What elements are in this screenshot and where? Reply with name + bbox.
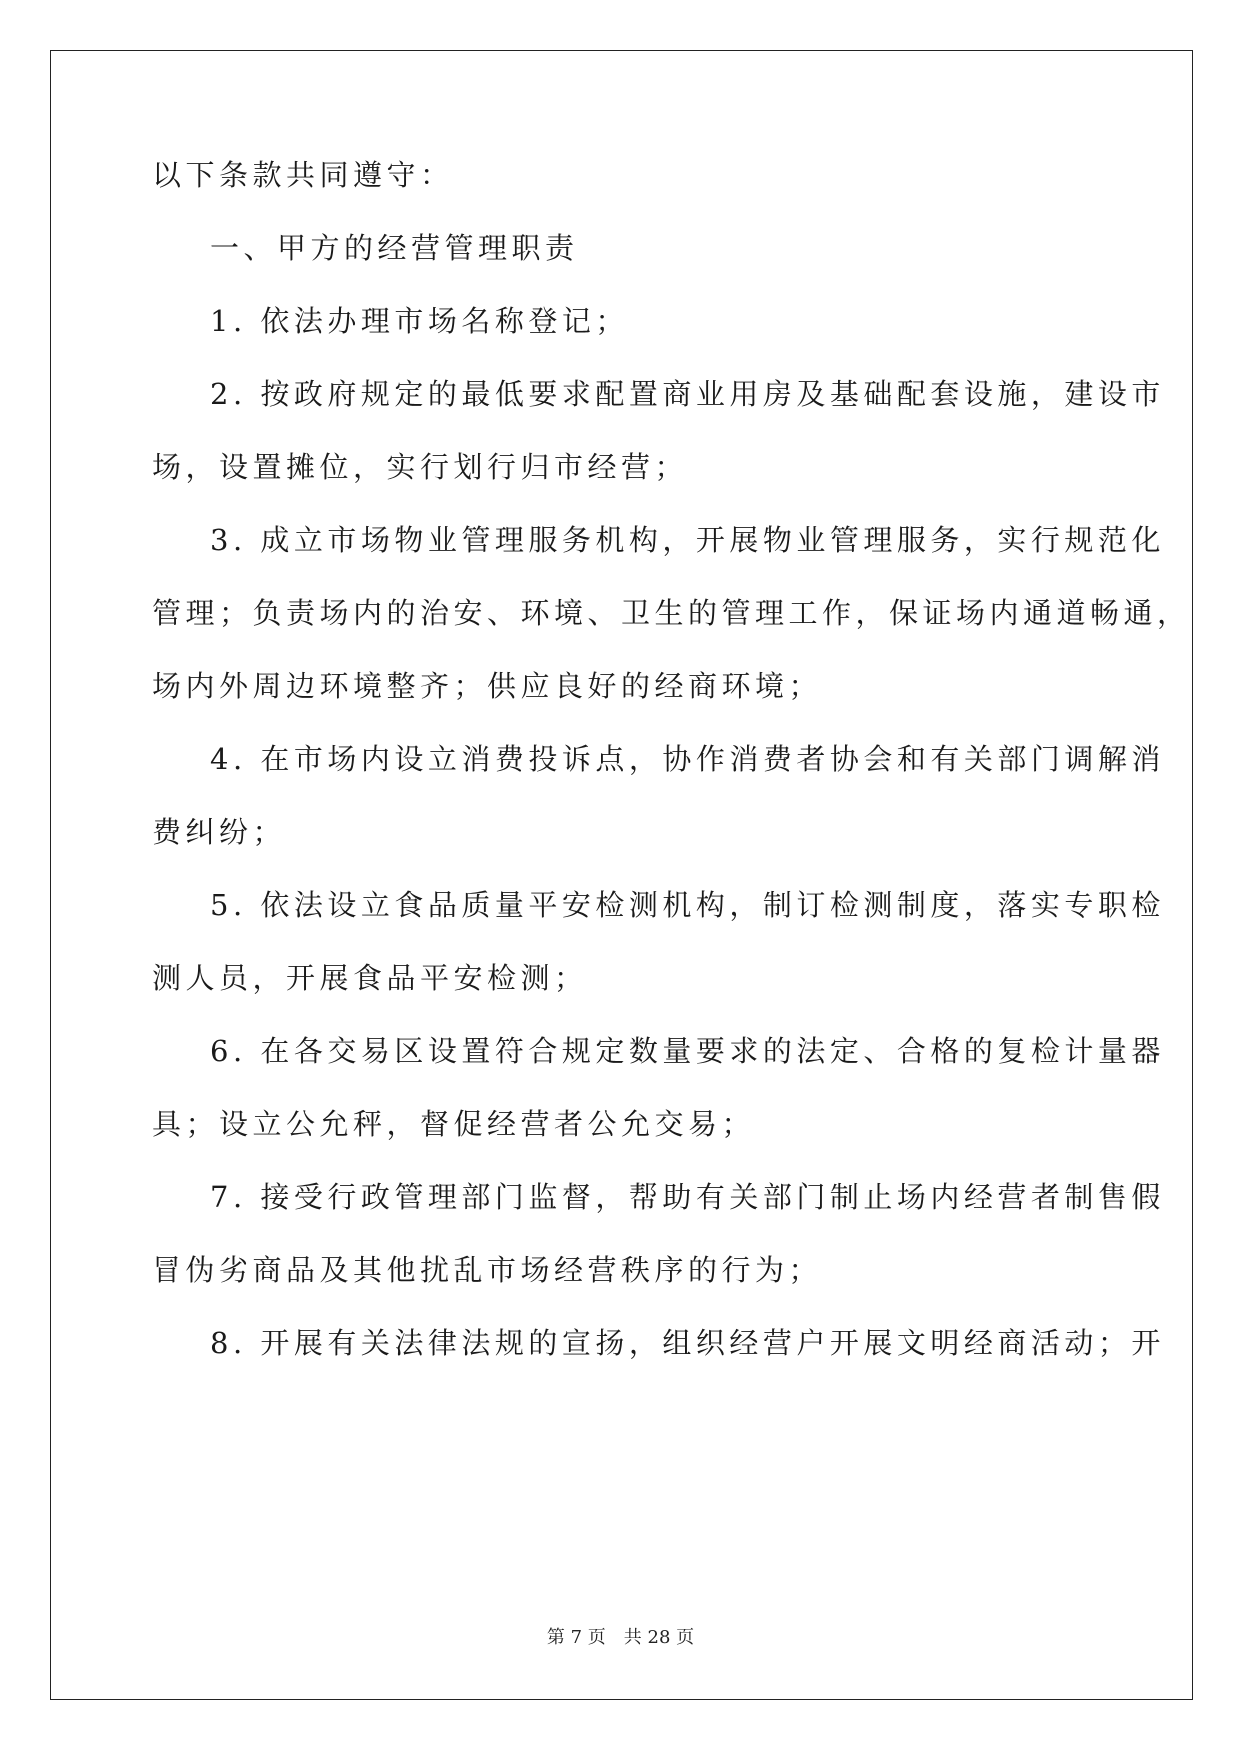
text-line: 5. 依法设立食品质量平安检测机构，制订检测制度，落实专职检 <box>210 888 1165 922</box>
text-line: 6. 在各交易区设置符合规定数量要求的法定、合格的复检计量器 <box>210 1034 1165 1068</box>
text-line: 以下条款共同遵守： <box>152 158 454 192</box>
text-line: 冒伪劣商品及其他扰乱市场经营秩序的行为； <box>152 1253 823 1287</box>
text-line: 8. 开展有关法律法规的宣扬，组织经营户开展文明经商活动；开 <box>210 1326 1165 1360</box>
section-heading: 一、甲方的经营管理职责 <box>210 231 579 265</box>
text-line: 管理；负责场内的治安、环境、卫生的管理工作，保证场内通道畅通， <box>152 596 1191 630</box>
text-line: 4. 在市场内设立消费投诉点，协作消费者协会和有关部门调解消 <box>210 742 1165 776</box>
text-line: 场内外周边环境整齐；供应良好的经商环境； <box>152 669 823 703</box>
text-line: 2. 按政府规定的最低要求配置商业用房及基础配套设施，建设市 <box>210 377 1165 411</box>
text-line: 3. 成立市场物业管理服务机构，开展物业管理服务，实行规范化 <box>210 523 1165 557</box>
page-footer: 第 7 页 共 28 页 <box>546 1627 695 1648</box>
text-line: 测人员，开展食品平安检测； <box>152 961 588 995</box>
page-border <box>50 50 1193 1700</box>
text-line: 1. 依法办理市场名称登记； <box>210 304 629 338</box>
text-line: 7. 接受行政管理部门监督，帮助有关部门制止场内经营者制售假 <box>210 1180 1165 1214</box>
text-line: 具；设立公允秤，督促经营者公允交易； <box>152 1107 756 1141</box>
text-line: 场，设置摊位，实行划行归市经营； <box>152 450 689 484</box>
text-line: 费纠纷； <box>152 815 287 849</box>
